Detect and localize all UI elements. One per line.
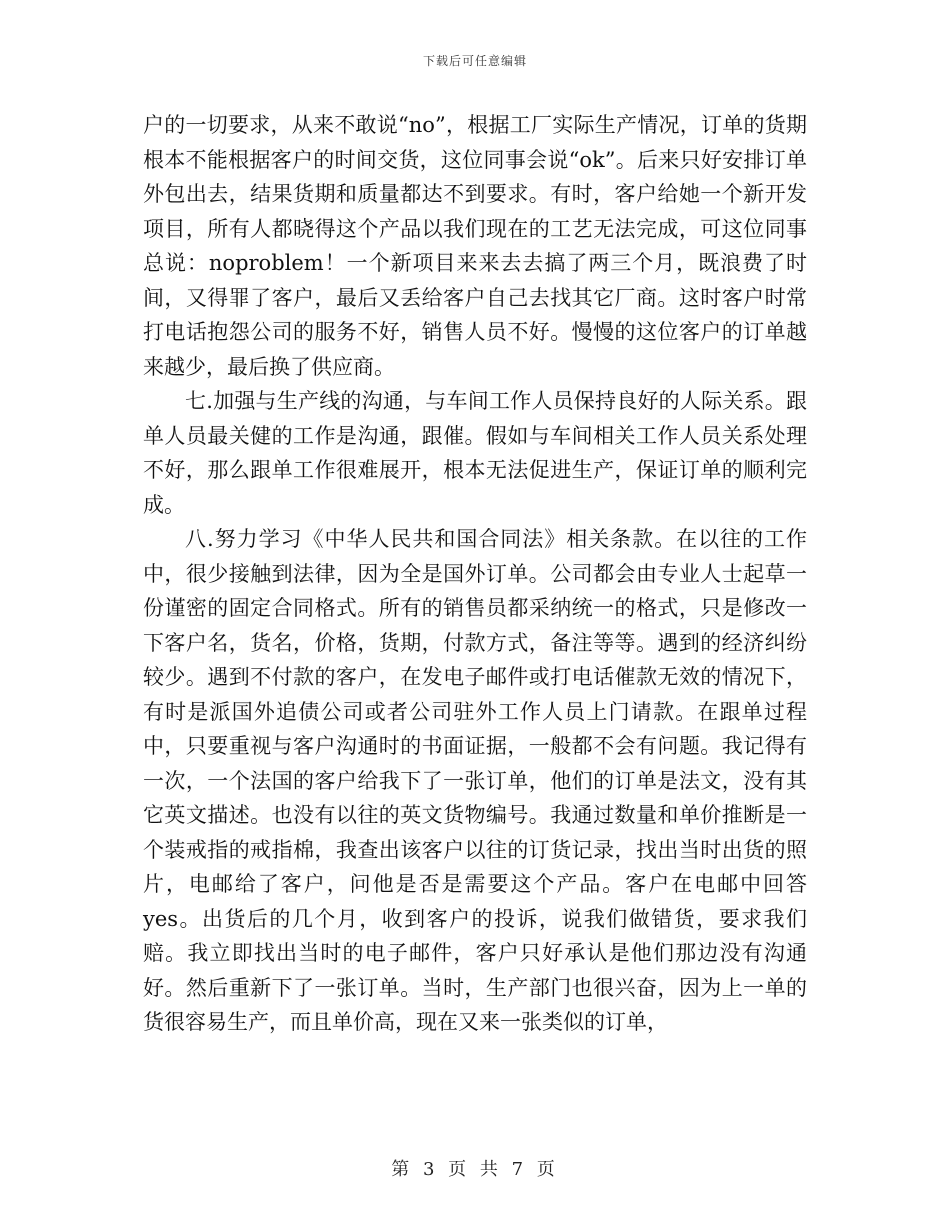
paragraph-3: 八.努力学习《中华人民共和国合同法》相关条款。在以往的工作中，很少接触到法律，因为全是国外订单。公司都会由专业人士起草一份谨密的固定合同格式。所有的销售员都采纳统一的格式，只是修改一下客户名，货名，价格，货期，付款方式，备注等等。遇到的经济纠纷较少。遇到不付款的客户，在发电子邮件或打电话催款无效的情况下，有时是派国外追债公司或者公司驻外工作人员上门请款。在跟单过程中，只要重视与客户沟通时的书面证据，一般都不会有问题。我记得有一次，一个法国的客户给我下了一张订单，他们的订单是法文，没有其它英文描述。也没有以往的英文货物编号。我通过数量和单价推断是一个装戒指的戒指棉，我查出该客户以往的订货记录，找出当时出货的照片，电邮给了客户，问他是否是需要这个产品。客户在电邮中回答yes。出货后的几个月，收到客户的投诉，说我们做错货，要求我们赔。我立即找出当时的电子邮件，客户只好承认是他们那边没有沟通好。然后重新下了一张订单。当时，生产部门也很兴奋，因为上一单的货很容易生产，而且单价高，现在又来一张类似的订单， <box>143 527 807 1034</box>
paragraph-2: 七.加强与生产线的沟通，与车间工作人员保持良好的人际关系。跟单人员最关健的工作是沟通，跟催。假如与车间相关工作人员关系处理不好，那么跟单工作很难展开，根本无法促进生产，保证订单的顺利完成。 <box>143 389 807 517</box>
page-header: 下载后可任意编辑 <box>422 54 527 68</box>
paragraph-1: 户的一切要求，从来不敢说“no”，根据工厂实际生产情况，订单的货期根本不能根据客户的时间交货，这位同事会说“ok”。后来只好安排订单外包出去，结果货期和质量都达不到要求。有时，客户给她一个新开发项目，所有人都晓得这个产品以我们现在的工艺无法完成，可这位同事总说：noproblem！一个新项目来来去去搞了两三个月，既浪费了时间，又得罪了客户，最后又丢给客户自己去找其它厂商。这时客户时常打电话抱怨公司的服务不好，销售人员不好。慢慢的这位客户的订单越来越少，最后换了供应商。 <box>143 113 807 379</box>
document-body <box>143 108 807 1040</box>
page-footer: 第 3 页 共 7 页 <box>391 1159 559 1180</box>
